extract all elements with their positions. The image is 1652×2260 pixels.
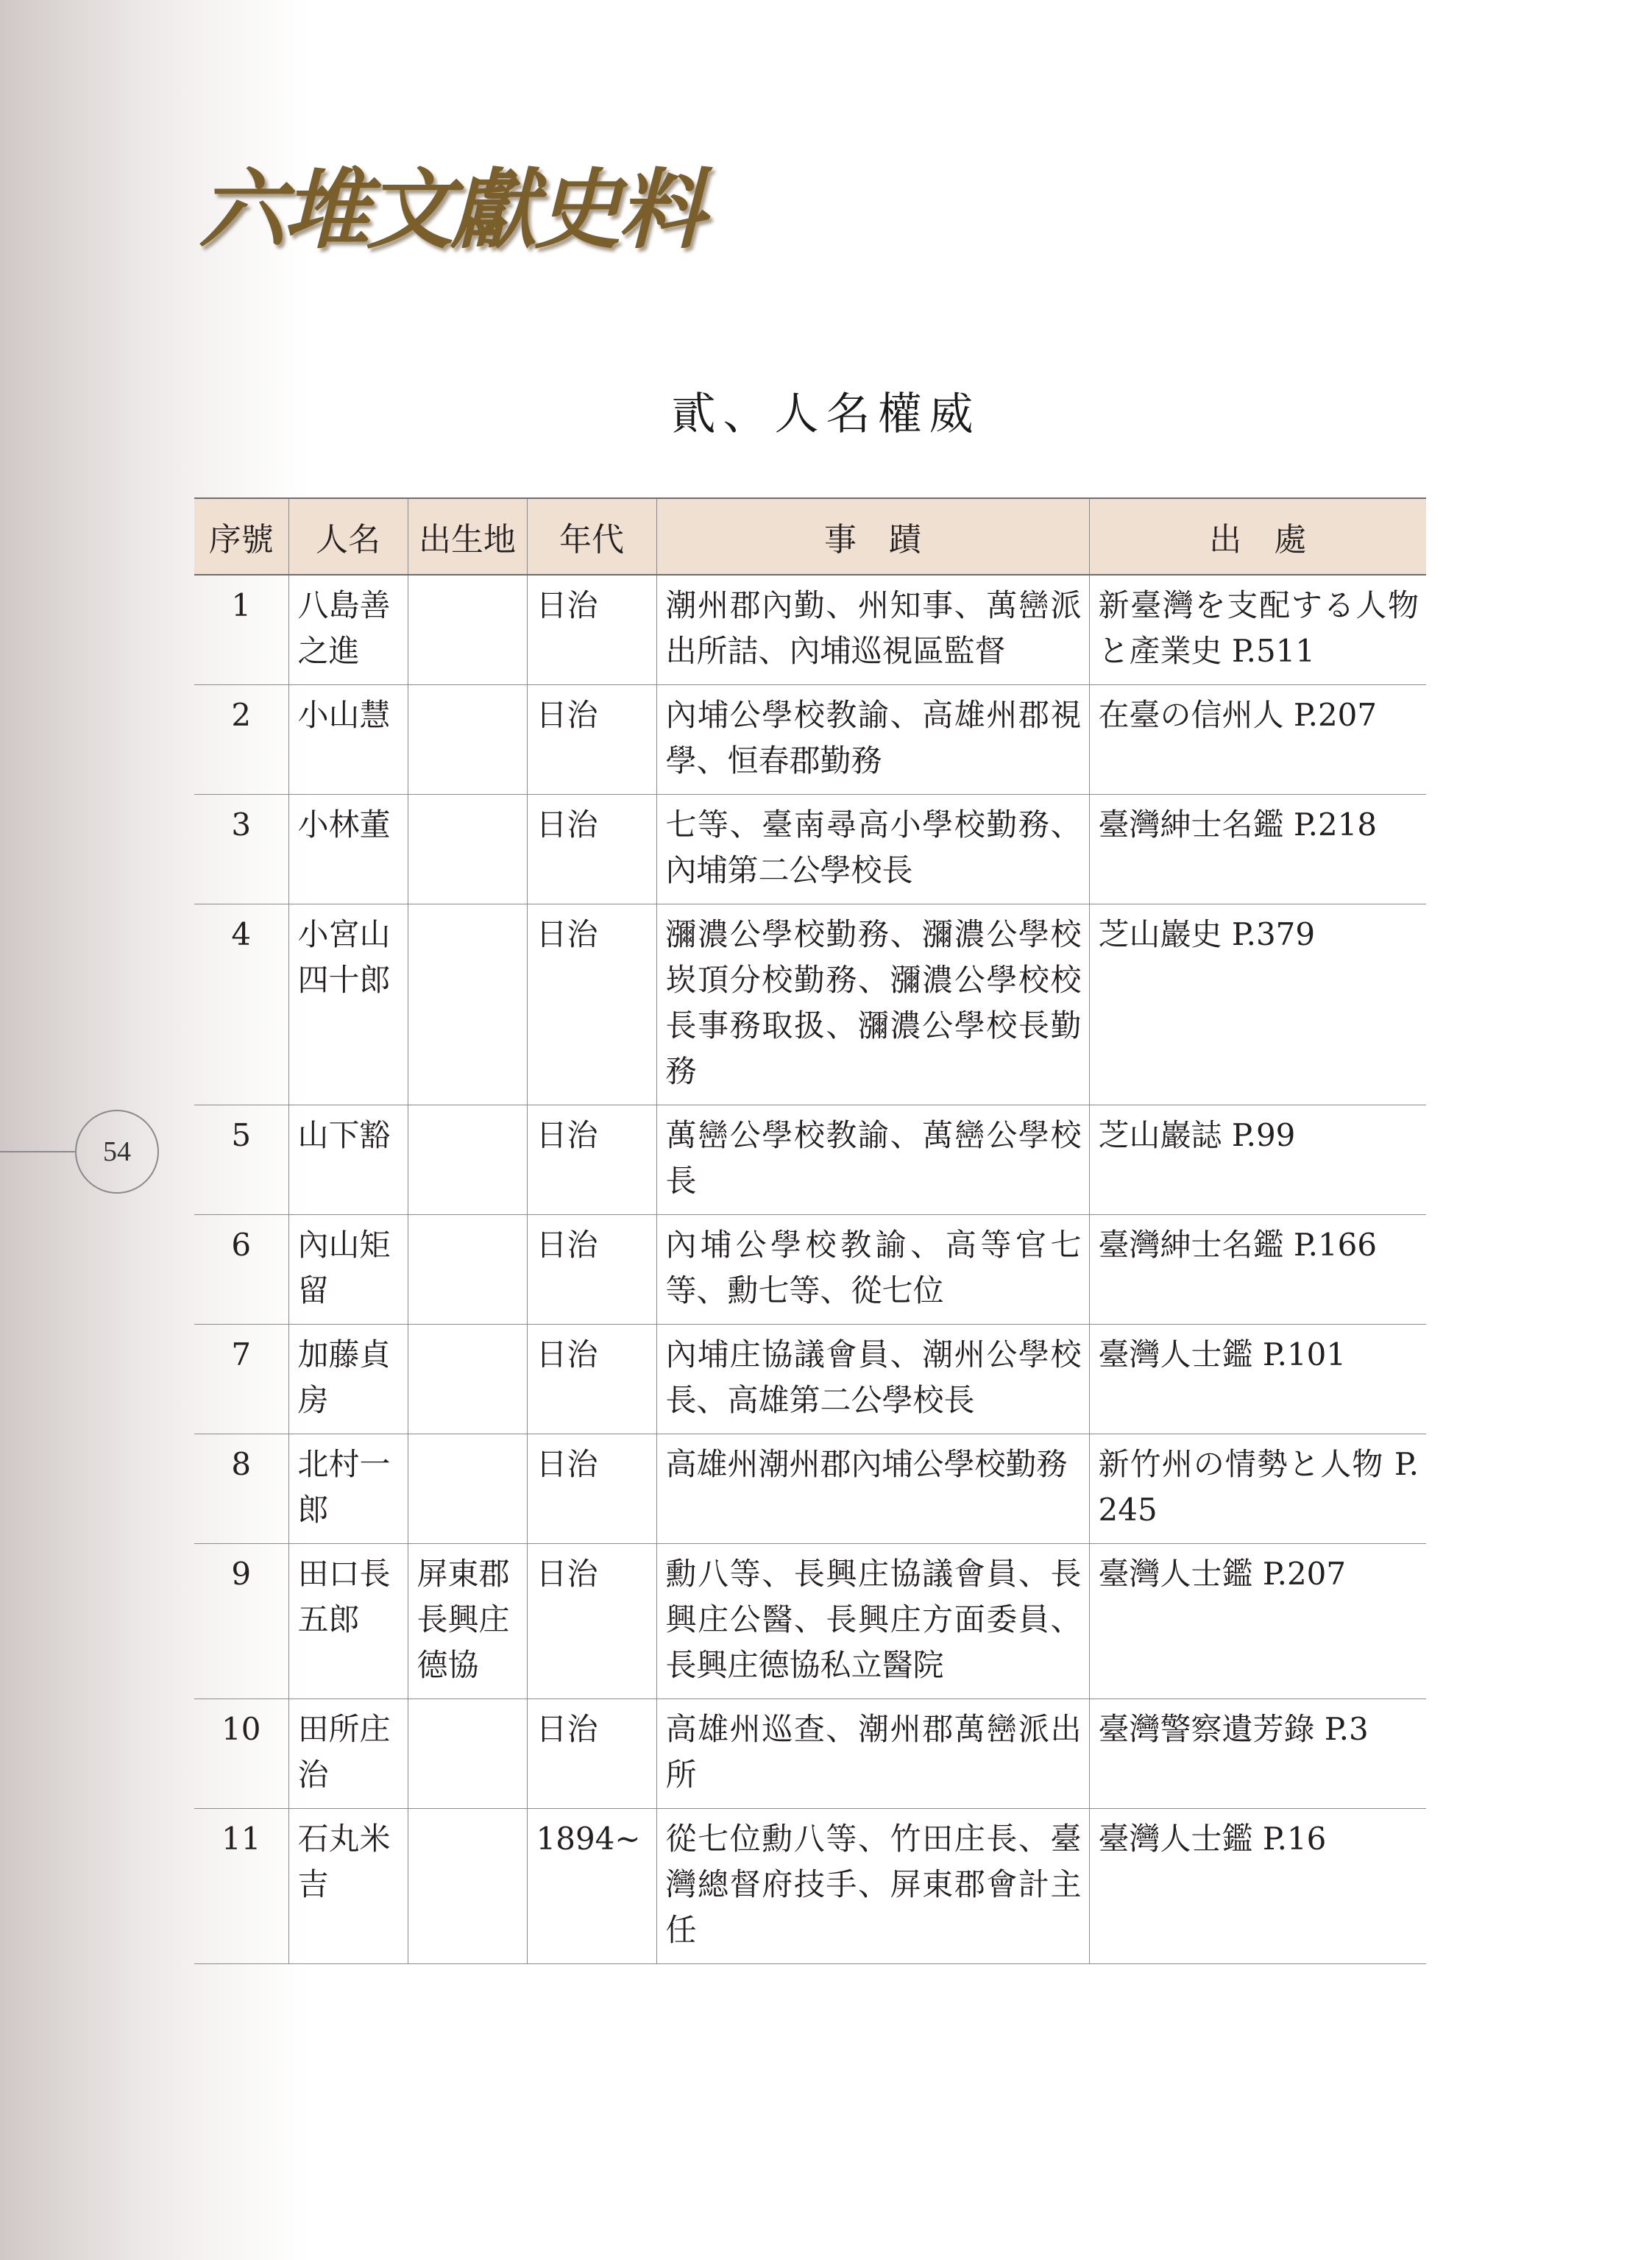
cell-era: 日治 [527,1434,656,1544]
table-row [194,1215,1426,1325]
cell-birthplace [408,575,527,685]
cell-birthplace [408,1699,527,1809]
cell-row-number: 9 [194,1544,288,1699]
table-header-row [194,498,1426,575]
cell-era: 1894~ [527,1809,656,1964]
table-body [194,575,1426,1964]
column-header-era: 年代 [527,498,656,575]
cell-row-number: 6 [194,1215,288,1325]
section-heading: 貳、人名權威 [671,389,981,440]
table-row [194,795,1426,904]
cell-person-name: 小宮山四十郎 [288,904,408,1105]
cell-row-number: 8 [194,1434,288,1544]
cell-deeds: 從七位勳八等、竹田庄長、臺灣總督府技手、屏東郡會計主任 [656,1809,1089,1964]
cell-deeds: 萬巒公學校教諭、萬巒公學校長 [656,1105,1089,1215]
table-row [194,904,1426,1105]
cell-deeds: 內埔公學校教諭、高雄州郡視學、恒春郡勤務 [656,685,1089,795]
cell-birthplace [408,904,527,1105]
cell-era: 日治 [527,1699,656,1809]
table-row [194,1434,1426,1544]
cell-person-name: 小山慧 [288,685,408,795]
cell-era: 日治 [527,1215,656,1325]
cell-birthplace: 屏東郡長興庄德協 [408,1544,527,1699]
cell-birthplace [408,1215,527,1325]
page-number: 54 [75,1110,159,1194]
table-row [194,1699,1426,1809]
cell-deeds: 高雄州潮州郡內埔公學校勤務 [656,1434,1089,1544]
cell-era: 日治 [527,1105,656,1215]
column-header-name: 人名 [288,498,408,575]
cell-deeds: 潮州郡內勤、州知事、萬巒派出所詰、內埔巡視區監督 [656,575,1089,685]
cell-source: 臺灣紳士名鑑 P.166 [1089,1215,1426,1325]
cell-row-number: 10 [194,1699,288,1809]
cell-deeds: 內埔公學校教諭、高等官七等、勳七等、從七位 [656,1215,1089,1325]
cell-row-number: 5 [194,1105,288,1215]
table-row [194,1809,1426,1964]
cell-birthplace [408,795,527,904]
table-row [194,575,1426,685]
cell-person-name: 北村一郎 [288,1434,408,1544]
cell-person-name: 小林董 [288,795,408,904]
cell-person-name: 田所庄治 [288,1699,408,1809]
cell-source: 芝山巖史 P.379 [1089,904,1426,1105]
cell-person-name: 八島善之進 [288,575,408,685]
cell-deeds: 七等、臺南尋高小學校勤務、內埔第二公學校長 [656,795,1089,904]
cell-source: 芝山巖誌 P.99 [1089,1105,1426,1215]
cell-era: 日治 [527,1325,656,1434]
cell-row-number: 2 [194,685,288,795]
cell-source: 臺灣紳士名鑑 P.218 [1089,795,1426,904]
cell-row-number: 11 [194,1809,288,1964]
cell-source: 臺灣人士鑑 P.16 [1089,1809,1426,1964]
cell-era: 日治 [527,795,656,904]
cell-row-number: 3 [194,795,288,904]
cell-birthplace [408,685,527,795]
cell-era: 日治 [527,685,656,795]
column-header-number: 序號 [194,498,288,575]
cell-era: 日治 [527,575,656,685]
name-authority-table [194,497,1426,1964]
cell-row-number: 4 [194,904,288,1105]
cell-era: 日治 [527,904,656,1105]
cell-source: 臺灣警察遺芳錄 P.3 [1089,1699,1426,1809]
cell-source: 新竹州の情勢と人物 P.245 [1089,1434,1426,1544]
cell-row-number: 7 [194,1325,288,1434]
table-row [194,1105,1426,1215]
cell-person-name: 內山矩留 [288,1215,408,1325]
cell-person-name: 加藤貞房 [288,1325,408,1434]
column-header-source: 出 處 [1089,498,1426,575]
cell-row-number: 1 [194,575,288,685]
table-row [194,685,1426,795]
table-row [194,1325,1426,1434]
cell-person-name: 石丸米吉 [288,1809,408,1964]
cell-deeds: 瀰濃公學校勤務、瀰濃公學校崁頂分校勤務、瀰濃公學校校長事務取扱、瀰濃公學校長勤務 [656,904,1089,1105]
cell-birthplace [408,1105,527,1215]
table-row [194,1544,1426,1699]
cell-source: 在臺の信州人 P.207 [1089,685,1426,795]
cell-person-name: 田口長五郎 [288,1544,408,1699]
cell-birthplace [408,1325,527,1434]
page-number-rule [0,1151,77,1152]
series-title: 六堆文獻史料 [199,158,703,261]
cell-source: 臺灣人士鑑 P.207 [1089,1544,1426,1699]
column-header-birthplace: 出生地 [408,498,527,575]
cell-person-name: 山下豁 [288,1105,408,1215]
column-header-deeds: 事 蹟 [656,498,1089,575]
cell-era: 日治 [527,1544,656,1699]
cell-birthplace [408,1434,527,1544]
cell-deeds: 勳八等、長興庄協議會員、長興庄公醫、長興庄方面委員、長興庄德協私立醫院 [656,1544,1089,1699]
cell-deeds: 內埔庄協議會員、潮州公學校長、高雄第二公學校長 [656,1325,1089,1434]
cell-birthplace [408,1809,527,1964]
cell-source: 臺灣人士鑑 P.101 [1089,1325,1426,1434]
cell-source: 新臺灣を支配する人物と產業史 P.511 [1089,575,1426,685]
cell-deeds: 高雄州巡查、潮州郡萬巒派出所 [656,1699,1089,1809]
